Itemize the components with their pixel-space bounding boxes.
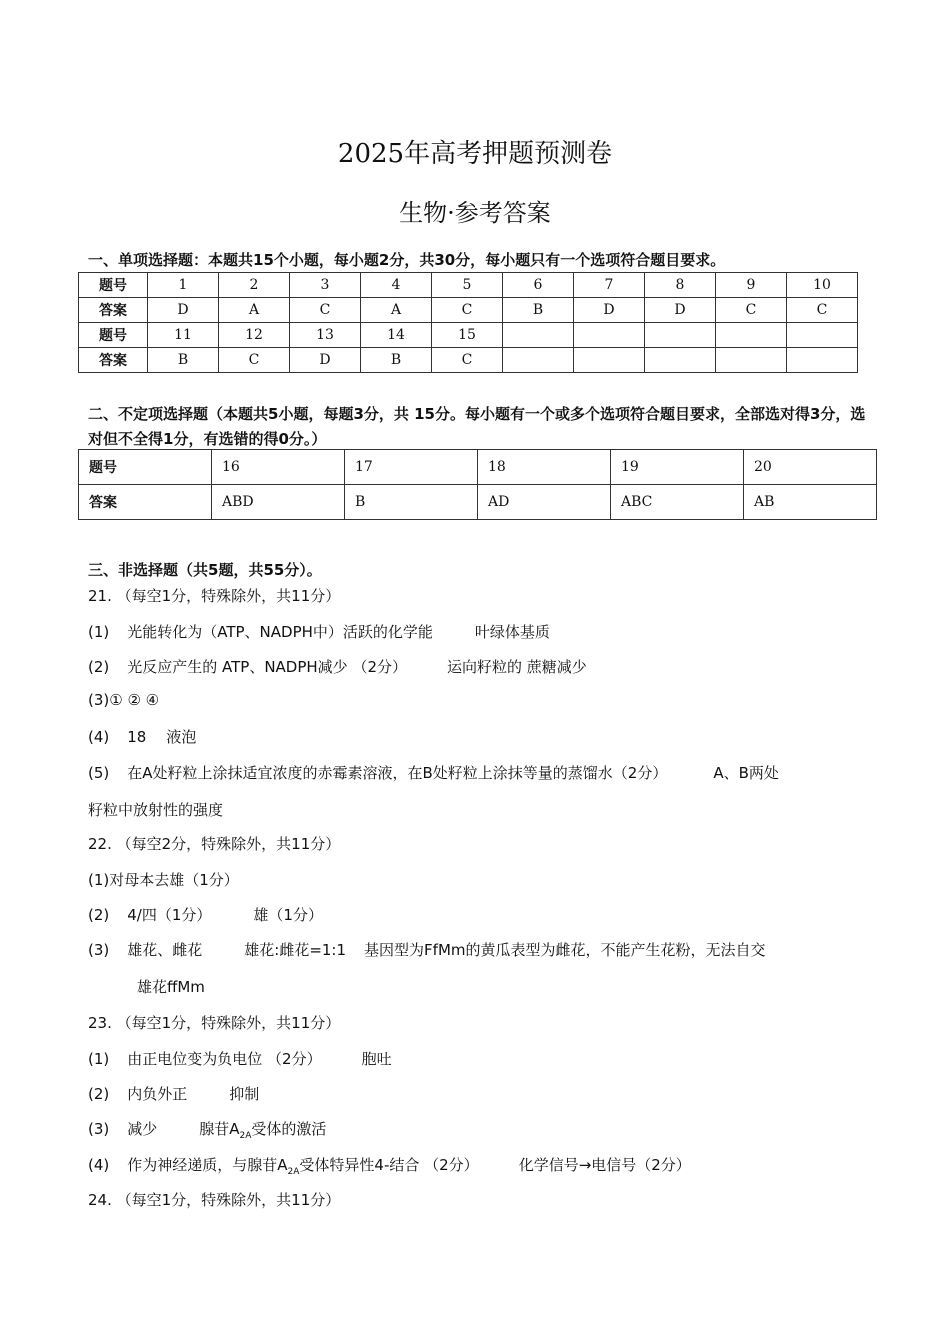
q22-part1: (1)对母本去雄（1分） xyxy=(88,871,239,889)
q22-part2 xyxy=(88,904,323,925)
answer-text: 抑制 xyxy=(229,1085,260,1103)
table-row xyxy=(79,450,877,485)
table-cell: D xyxy=(645,298,716,323)
q23-part2 xyxy=(88,1083,259,1104)
table-cell: 6 xyxy=(503,273,574,298)
table-cell: 16 xyxy=(212,450,345,485)
part-number: (4) xyxy=(88,728,110,746)
table-cell: AD xyxy=(478,485,611,520)
answer-text: 基因型为FfMm的黄瓜表型为雌花，不能产生花粉，无法自交 xyxy=(364,941,766,959)
q21-heading: 21. （每空1分，特殊除外，共11分） xyxy=(88,587,341,605)
answer-text: 光反应产生的 ATP、NADPH减少 （2分） xyxy=(127,658,407,676)
table-cell: B xyxy=(361,348,432,373)
table-cell: B xyxy=(345,485,478,520)
table-cell: 15 xyxy=(432,323,503,348)
q24-heading: 24. （每空1分，特殊除外，共11分） xyxy=(88,1191,341,1209)
q22-heading: 22. （每空2分，特殊除外，共11分） xyxy=(88,835,341,853)
answer-text: 胞吐 xyxy=(361,1050,392,1068)
row-label: 答案 xyxy=(79,348,148,373)
table-cell: 18 xyxy=(478,450,611,485)
q21-part5-continued: 籽粒中放射性的强度 xyxy=(88,801,224,819)
section1-heading: 一、单项选择题：本题共15个小题，每小题2分，共30分，每小题只有一个选项符合题目要求。 xyxy=(88,251,726,269)
answer-text: 腺苷$A_{2A}$受体的激活 xyxy=(199,1120,327,1141)
section3-heading: 三、非选择题（共5题，共55分）。 xyxy=(88,561,322,579)
table-cell: D xyxy=(574,298,645,323)
q23-part1 xyxy=(88,1048,392,1069)
table-cell xyxy=(503,323,574,348)
part-number: (2) xyxy=(88,1085,110,1103)
q23-heading: 23. （每空1分，特殊除外，共11分） xyxy=(88,1014,341,1032)
table-cell: 5 xyxy=(432,273,503,298)
table-cell: ABD xyxy=(212,485,345,520)
answer-text: 4/四（1分） xyxy=(127,906,212,924)
table-cell xyxy=(716,348,787,373)
table-cell: 4 xyxy=(361,273,432,298)
q22-part3-continued: 雄花ffMm xyxy=(137,978,205,996)
table-cell xyxy=(503,348,574,373)
answer-text: 内负外正 xyxy=(127,1085,188,1103)
table-cell: C xyxy=(290,298,361,323)
table-cell: C xyxy=(787,298,858,323)
table-cell: ABC xyxy=(611,485,744,520)
table-cell: 17 xyxy=(345,450,478,485)
q22-part3 xyxy=(88,939,766,960)
table-cell: 12 xyxy=(219,323,290,348)
part-number: (5) xyxy=(88,764,110,782)
table-cell: D xyxy=(290,348,361,373)
part-number: (3) xyxy=(88,1120,110,1138)
table-cell: C xyxy=(432,298,503,323)
table-cell: 14 xyxy=(361,323,432,348)
table-cell: A xyxy=(219,298,290,323)
table-cell: C xyxy=(219,348,290,373)
answer-text: 运向籽粒的 蔗糖减少 xyxy=(447,658,587,676)
table-row xyxy=(79,485,877,520)
answer-text: 光能转化为（ATP、NADPH中）活跃的化学能 xyxy=(127,623,433,641)
answer-text: 化学信号→电信号（2分） xyxy=(518,1156,691,1174)
single-choice-answer-table xyxy=(78,272,858,373)
table-cell: 2 xyxy=(219,273,290,298)
table-cell: 3 xyxy=(290,273,361,298)
q21-part1 xyxy=(88,621,550,642)
table-cell: B xyxy=(503,298,574,323)
table-cell xyxy=(574,348,645,373)
q23-part4 xyxy=(88,1154,691,1177)
table-cell: A xyxy=(361,298,432,323)
answer-text: 作为神经递质，与腺苷$A_{2A}$受体特异性4-结合 （2分） xyxy=(127,1156,479,1177)
row-label: 答案 xyxy=(79,485,212,520)
answer-text: 液泡 xyxy=(166,728,197,746)
table-cell: D xyxy=(148,298,219,323)
answer-text: 18 xyxy=(127,728,147,746)
answer-text: 叶绿体基质 xyxy=(474,623,550,641)
table-cell: 1 xyxy=(148,273,219,298)
multi-choice-answer-table xyxy=(78,449,877,520)
page-subtitle: 生物·参考答案 xyxy=(399,199,551,227)
q21-part5 xyxy=(88,762,779,783)
q21-part2 xyxy=(88,656,587,677)
q21-part3: (3)① ② ④ xyxy=(88,691,160,709)
q23-part3 xyxy=(88,1118,326,1141)
table-cell: 10 xyxy=(787,273,858,298)
part-number: (3) xyxy=(88,941,110,959)
table-cell: 7 xyxy=(574,273,645,298)
answer-text: 雄花:雌花=1:1 xyxy=(244,941,347,959)
table-row xyxy=(79,298,858,323)
table-cell xyxy=(645,323,716,348)
row-label: 题号 xyxy=(79,273,148,298)
answer-text: 减少 xyxy=(127,1120,158,1138)
table-cell xyxy=(645,348,716,373)
table-cell: 8 xyxy=(645,273,716,298)
part-number: (1) xyxy=(88,623,110,641)
answer-text: A、B两处 xyxy=(713,764,779,782)
table-cell: 13 xyxy=(290,323,361,348)
answer-text: 雄（1分） xyxy=(253,906,323,924)
table-cell: 20 xyxy=(744,450,877,485)
part-number: (1) xyxy=(88,1050,110,1068)
part-number: (4) xyxy=(88,1156,110,1174)
row-label: 题号 xyxy=(79,323,148,348)
page-title: 2025年高考押题预测卷 xyxy=(337,139,613,169)
part-number: (2) xyxy=(88,658,110,676)
q21-part4 xyxy=(88,726,196,747)
answer-text: 在A处籽粒上涂抹适宜浓度的赤霉素溶液，在B处籽粒上涂抹等量的蒸馏水（2分） xyxy=(127,764,668,782)
row-label: 答案 xyxy=(79,298,148,323)
table-row xyxy=(79,323,858,348)
table-cell xyxy=(716,323,787,348)
part-number: (2) xyxy=(88,906,110,924)
row-label: 题号 xyxy=(79,450,212,485)
table-cell: B xyxy=(148,348,219,373)
table-cell: C xyxy=(432,348,503,373)
table-cell xyxy=(574,323,645,348)
table-row xyxy=(79,348,858,373)
answer-text: 雄花、雌花 xyxy=(127,941,203,959)
table-cell: AB xyxy=(744,485,877,520)
table-row xyxy=(79,273,858,298)
table-cell: 9 xyxy=(716,273,787,298)
table-cell: 11 xyxy=(148,323,219,348)
table-cell xyxy=(787,348,858,373)
section2-heading: 二、不定项选择题（本题共5小题，每题3分，共 15分。每小题有一个或多个选项符合题目要求，全部选对得3分，选对但不全得1分，有选错的得0分。） xyxy=(88,405,866,448)
table-cell: 19 xyxy=(611,450,744,485)
answer-text: 由正电位变为负电位 （2分） xyxy=(127,1050,322,1068)
table-cell: C xyxy=(716,298,787,323)
table-cell xyxy=(787,323,858,348)
